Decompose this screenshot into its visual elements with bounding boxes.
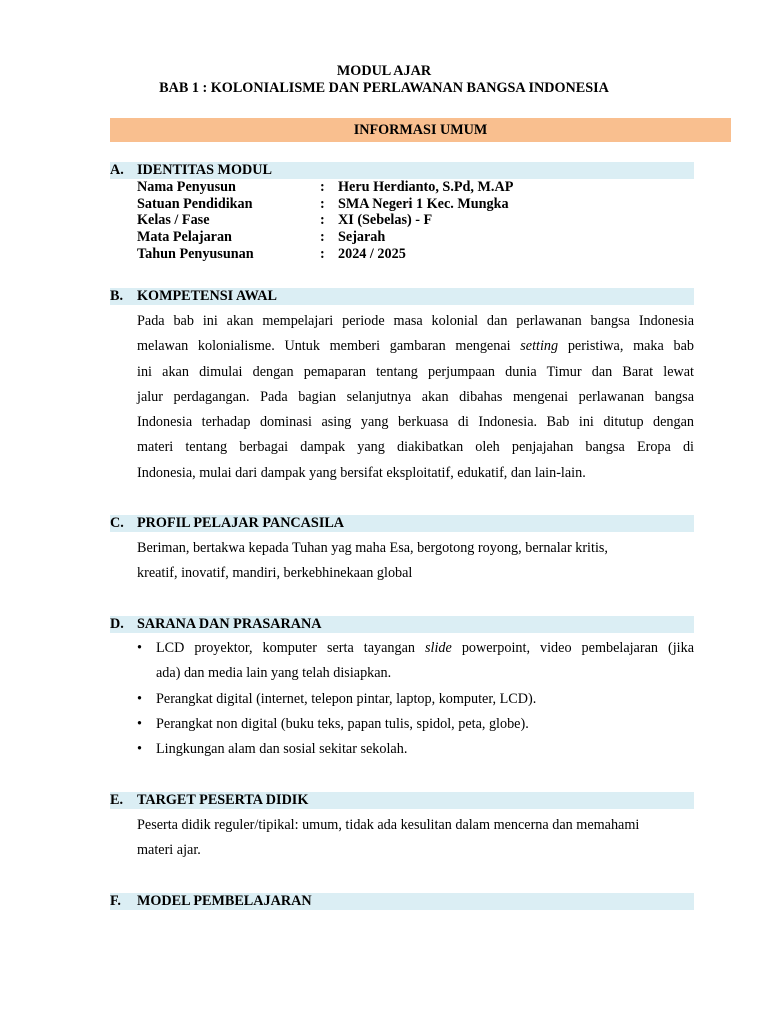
identity-key: Mata Pelajaran (137, 229, 232, 245)
identity-key: Tahun Penyusunan (137, 246, 254, 262)
section-letter: F. (110, 893, 121, 909)
paragraph-line: Indonesia terhadap dominasi asing yang berkuasa di Indonesia. Bab ini ditutup dengan (137, 414, 694, 431)
identity-colon: : (320, 212, 325, 228)
identity-value: Sejarah (338, 229, 386, 245)
paragraph-line: ini akan dimulai dengan pemaparan tentang perjumpaan dunia Timur dan Barat lewat (137, 363, 694, 380)
bullet-icon: • (137, 741, 142, 758)
paragraph-line: jalur perdagangan. Pada bagian selanjutnya akan dibahas mengenai perlawanan bangsa (137, 388, 694, 405)
identity-colon: : (320, 179, 325, 195)
list-item-text: Lingkungan alam dan sosial sekitar sekolah. (156, 741, 408, 758)
paragraph-line: Indonesia, mulai dari dampak yang bersifat eksploitatif, edukatif, dan lain-lain. (137, 464, 586, 481)
paragraph-line: Pada bab ini akan mempelajari periode masa kolonial dan perlawanan bangsa Indonesia (137, 313, 694, 329)
identity-value: Heru Herdianto, S.Pd, M.AP (338, 179, 514, 195)
section-e-heading (110, 792, 694, 809)
section-label: MODEL PEMBELAJARAN (137, 893, 312, 909)
list-item (137, 687, 694, 712)
section-letter: C. (110, 515, 124, 531)
kompetensi-awal-paragraph (137, 309, 694, 486)
list-item-text: Perangkat non digital (buku teks, papan tulis, spidol, peta, globe). (156, 715, 529, 732)
list-item (137, 712, 694, 737)
section-letter: B. (110, 288, 124, 304)
list-item-text: Perangkat digital (internet, telepon pintar, laptop, komputer, LCD). (156, 690, 537, 707)
paragraph-line: Beriman, bertakwa kepada Tuhan yag maha Esa, bergotong royong, bernalar kritis, (137, 540, 608, 556)
paragraph-line: materi tentang berbagai dampak yang diakibatkan oleh penjajahan bangsa Eropa di (137, 439, 694, 456)
section-d-heading (110, 616, 694, 633)
info-umum-banner: INFORMASI UMUM (110, 118, 731, 142)
paragraph-line: materi ajar. (137, 842, 201, 859)
identity-key: Kelas / Fase (137, 212, 210, 228)
text-run: peristiwa, maka bab (558, 338, 694, 355)
paragraph-line: kreatif, inovatif, mandiri, berkebhinekaan global (137, 565, 413, 582)
chapter-title: BAB 1 : KOLONIALISME DAN PERLAWANAN BANGSA INDONESIA (159, 80, 609, 96)
section-label: KOMPETENSI AWAL (137, 288, 277, 304)
paragraph-line (137, 334, 694, 359)
section-label: SARANA DAN PRASARANA (137, 616, 322, 632)
section-c-heading (110, 515, 694, 532)
section-label: TARGET PESERTA DIDIK (137, 792, 309, 808)
italic-term: setting (520, 338, 559, 355)
target-peserta-paragraph (137, 813, 694, 864)
section-letter: E. (110, 792, 124, 808)
section-letter: A. (110, 162, 124, 178)
section-b-heading (110, 288, 694, 305)
bullet-icon: • (137, 640, 142, 656)
profil-pelajar-paragraph (137, 536, 694, 587)
list-item-line: ada) dan media lain yang telah disiapkan. (156, 665, 392, 682)
identity-key: Satuan Pendidikan (137, 196, 253, 212)
identity-value: 2024 / 2025 (338, 246, 406, 262)
paragraph-line: Peserta didik reguler/tipikal: umum, tidak ada kesulitan dalam mencerna dan memahami (137, 817, 640, 833)
list-item (137, 737, 694, 762)
text-run: LCD proyektor, komputer serta tayangan (156, 640, 425, 656)
text-run: powerpoint, video pembelajaran (jika (451, 640, 694, 656)
bullet-icon: • (137, 690, 142, 707)
list-item (137, 636, 694, 687)
italic-term: slide (425, 640, 452, 656)
section-label: IDENTITAS MODUL (137, 162, 272, 178)
identity-key: Nama Penyusun (137, 179, 236, 195)
identity-value: XI (Sebelas) - F (338, 212, 433, 228)
bullet-icon: • (137, 715, 142, 732)
identity-value: SMA Negeri 1 Kec. Mungka (338, 196, 509, 212)
identity-colon: : (320, 229, 325, 245)
text-run: melawan kolonialisme. Untuk memberi gambaran mengenai (137, 338, 521, 355)
identity-colon: : (320, 246, 325, 262)
section-a-heading (110, 162, 694, 179)
sarana-prasarana-list (137, 636, 694, 762)
identity-colon: : (320, 196, 325, 212)
section-label: PROFIL PELAJAR PANCASILA (137, 515, 345, 531)
section-letter: D. (110, 616, 124, 632)
module-title: MODUL AJAR (336, 63, 432, 79)
list-item-line (156, 636, 694, 661)
section-f-heading (110, 893, 694, 910)
